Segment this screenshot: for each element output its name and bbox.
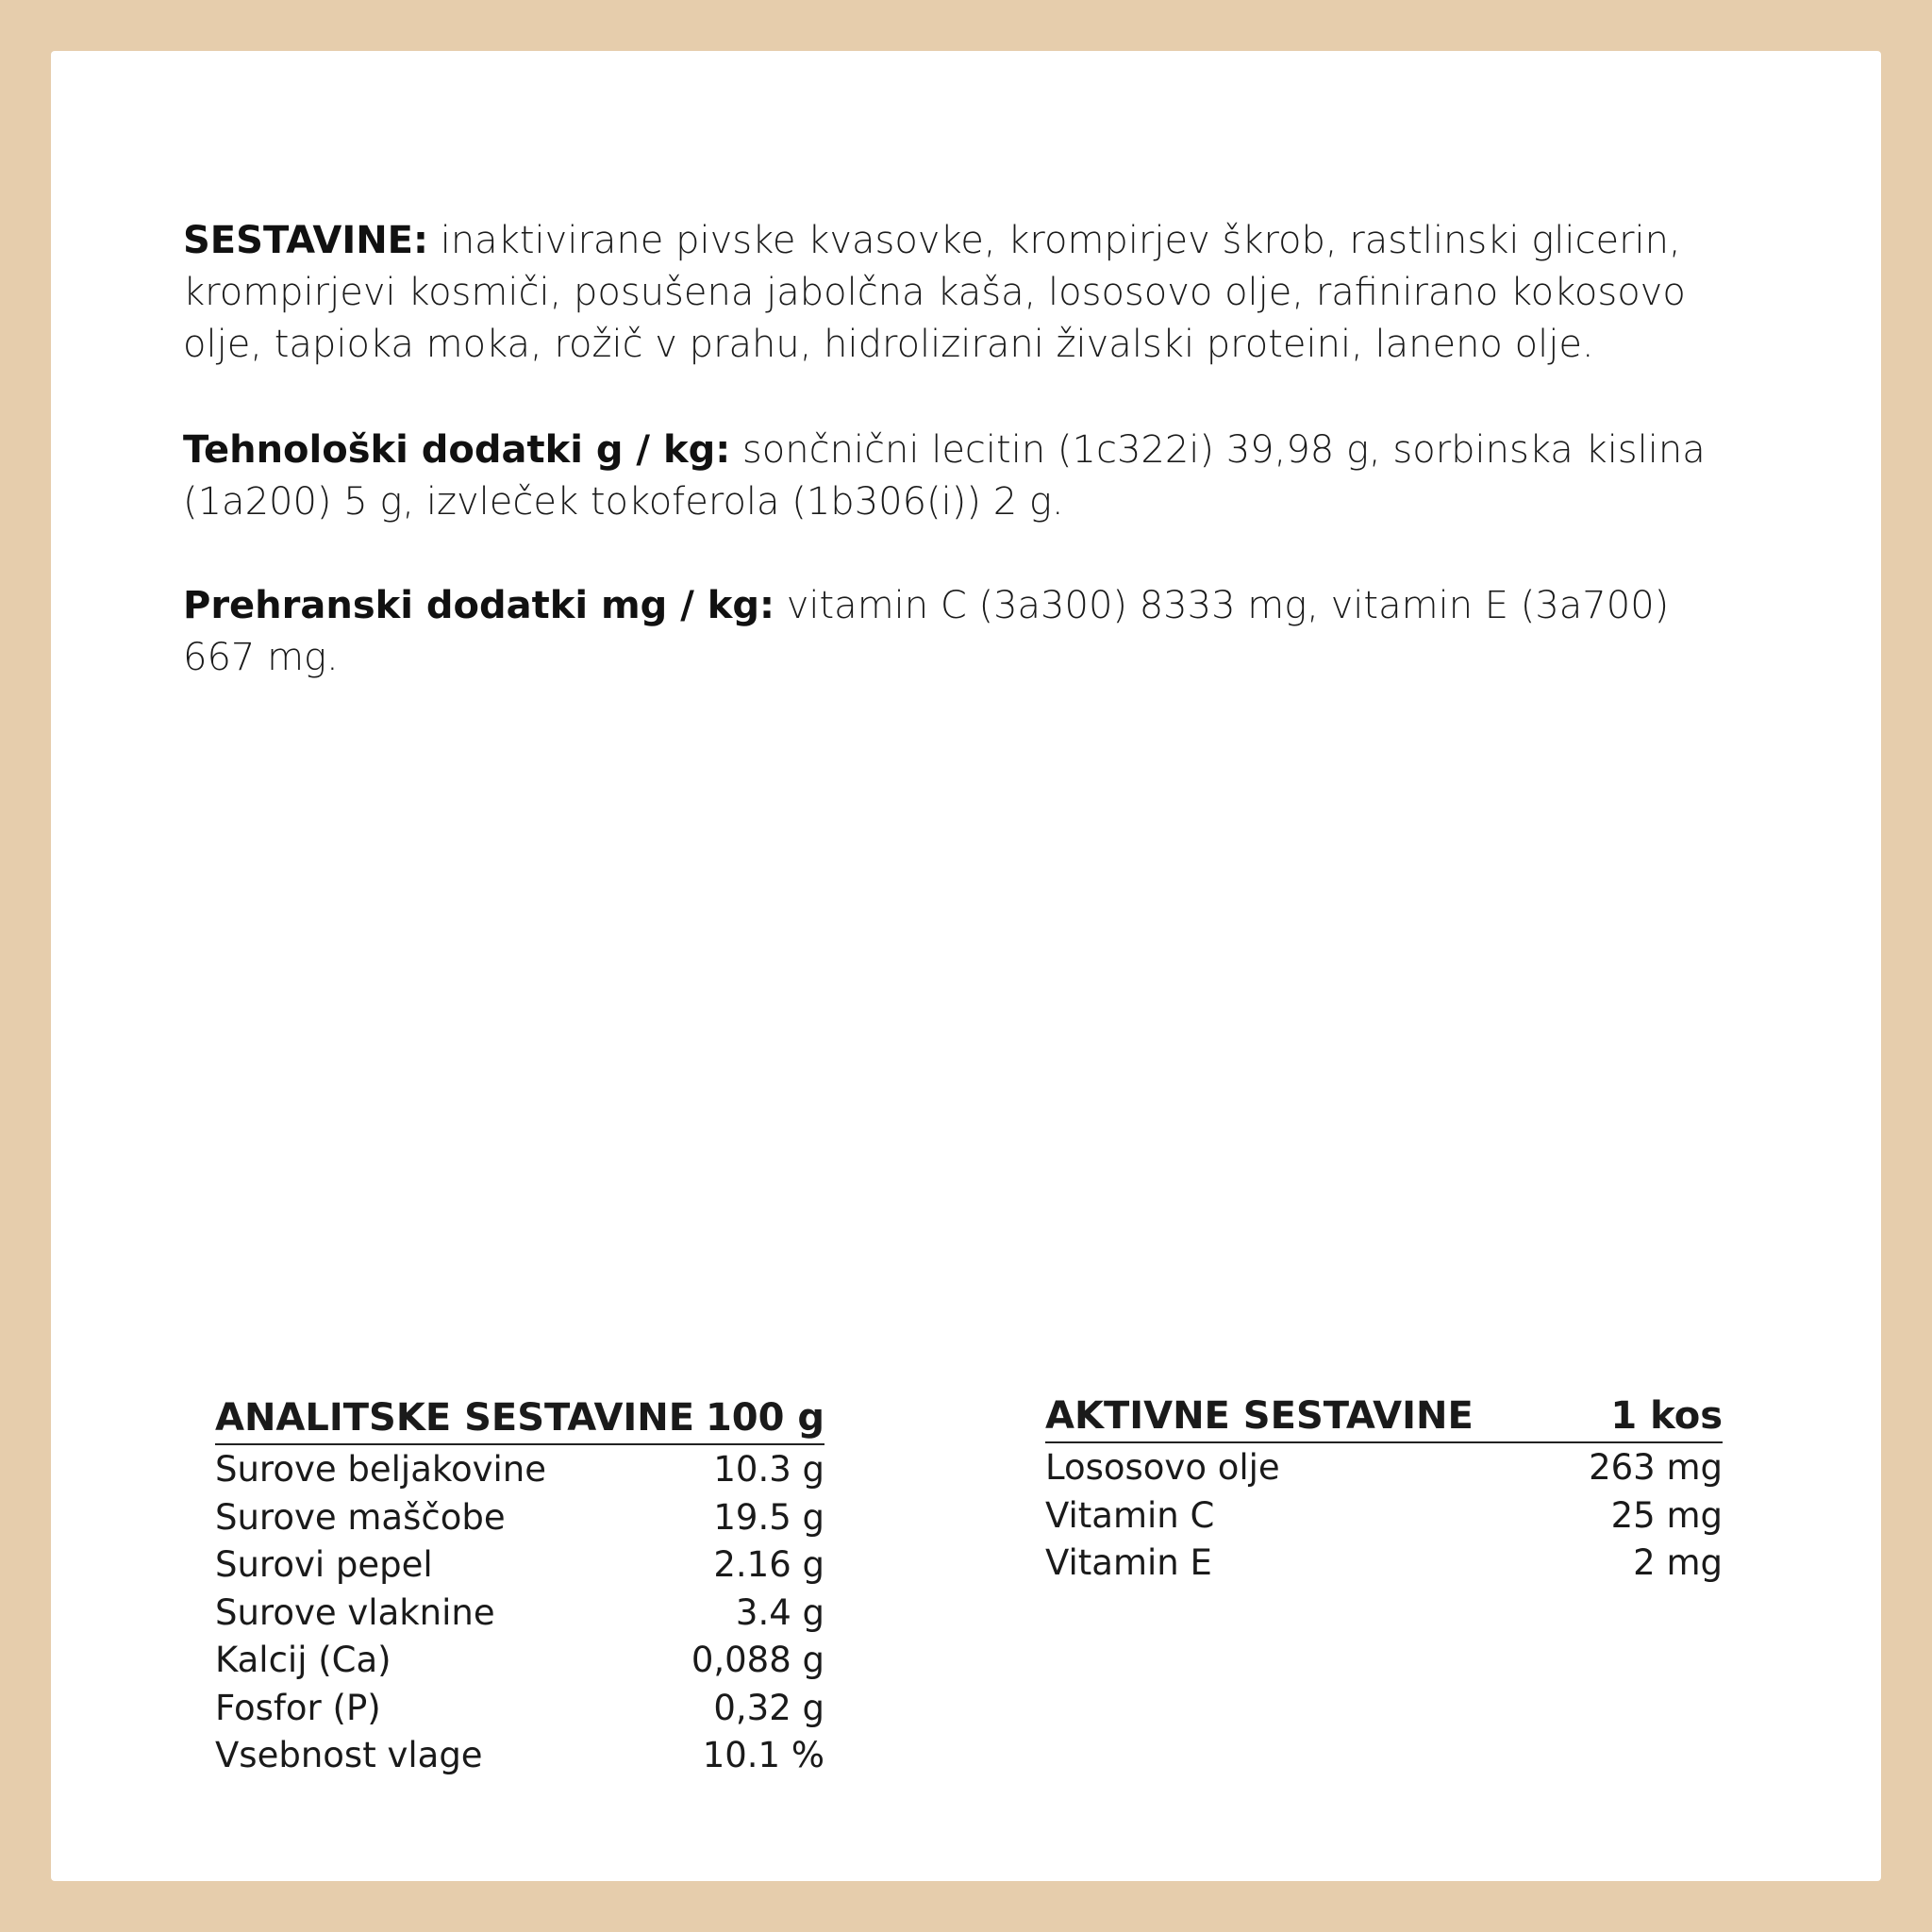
row-value: 19.5 g [713, 1496, 824, 1538]
table-row [215, 1637, 824, 1685]
analytic-constituents-table [215, 1394, 824, 1780]
row-value: 0,088 g [691, 1640, 824, 1680]
table-row [215, 1494, 824, 1542]
active-header-unit: 1 kos [1610, 1394, 1723, 1438]
ingredients-text: inaktivirane pivske kvasovke, krompirjev škrob, rastlinski glicerin, krompirjevi kosmiči, posušena jabolčna kaša, lososovo olje, rafinirano kokosovo olje, tapioka moka, rožič v prahu, hidrolizirani živalski proteini, laneno olje. [183, 219, 1686, 366]
row-value: 2 mg [1633, 1542, 1723, 1583]
table-row [1045, 1540, 1723, 1588]
nutritional-additives-paragraph [183, 580, 1711, 684]
row-name: Surove vlaknine [215, 1591, 495, 1633]
table-row [215, 1446, 824, 1494]
row-value: 0,32 g [713, 1687, 824, 1728]
row-value: 263 mg [1589, 1447, 1723, 1488]
analytic-header-title: ANALITSKE SESTAVINE [215, 1396, 695, 1440]
active-ingredients-table [1045, 1392, 1723, 1588]
analytic-table-header [215, 1394, 824, 1445]
active-header-title: AKTIVNE SESTAVINE [1045, 1394, 1474, 1438]
ingredients-label: SESTAVINE: [183, 219, 428, 262]
row-name: Surove maščobe [215, 1496, 506, 1538]
nutritional-additives-label: Prehranski dodatki mg / kg: [183, 584, 774, 627]
table-row [1045, 1492, 1723, 1541]
analytic-header-unit: 100 g [705, 1396, 824, 1440]
active-table-header [1045, 1392, 1723, 1443]
tech-additives-label: Tehnološki dodatki g / kg: [183, 428, 731, 472]
row-name: Vitamin E [1045, 1542, 1212, 1583]
row-value: 25 mg [1610, 1494, 1723, 1536]
table-row [215, 1590, 824, 1638]
nutritional-additives-text: vitamin C (3a300) 8333 mg, vitamin E (3a700) 667 mg. [183, 584, 1670, 679]
tech-additives-text: sončnični lecitin (1c322i) 39,98 g, sorbinska kislina (1a200) 5 g, izvleček tokoferola (1b306(i)) 2 g. [183, 428, 1706, 524]
table-row [1045, 1444, 1723, 1492]
row-name: Kalcij (Ca) [215, 1640, 391, 1680]
row-name: Fosfor (P) [215, 1687, 381, 1728]
row-value: 10.1 % [702, 1735, 824, 1775]
row-value: 2.16 g [713, 1544, 824, 1585]
table-row [215, 1732, 824, 1780]
row-name: Surovi pepel [215, 1544, 433, 1585]
tech-additives-paragraph [183, 425, 1711, 528]
table-row [215, 1685, 824, 1733]
row-name: Lososovo olje [1045, 1447, 1280, 1488]
row-name: Vitamin C [1045, 1494, 1215, 1536]
table-row [215, 1541, 824, 1590]
row-value: 10.3 g [713, 1449, 824, 1490]
row-value: 3.4 g [735, 1591, 824, 1633]
row-name: Vsebnost vlage [215, 1735, 483, 1775]
ingredients-paragraph [183, 215, 1711, 371]
row-name: Surove beljakovine [215, 1449, 547, 1490]
